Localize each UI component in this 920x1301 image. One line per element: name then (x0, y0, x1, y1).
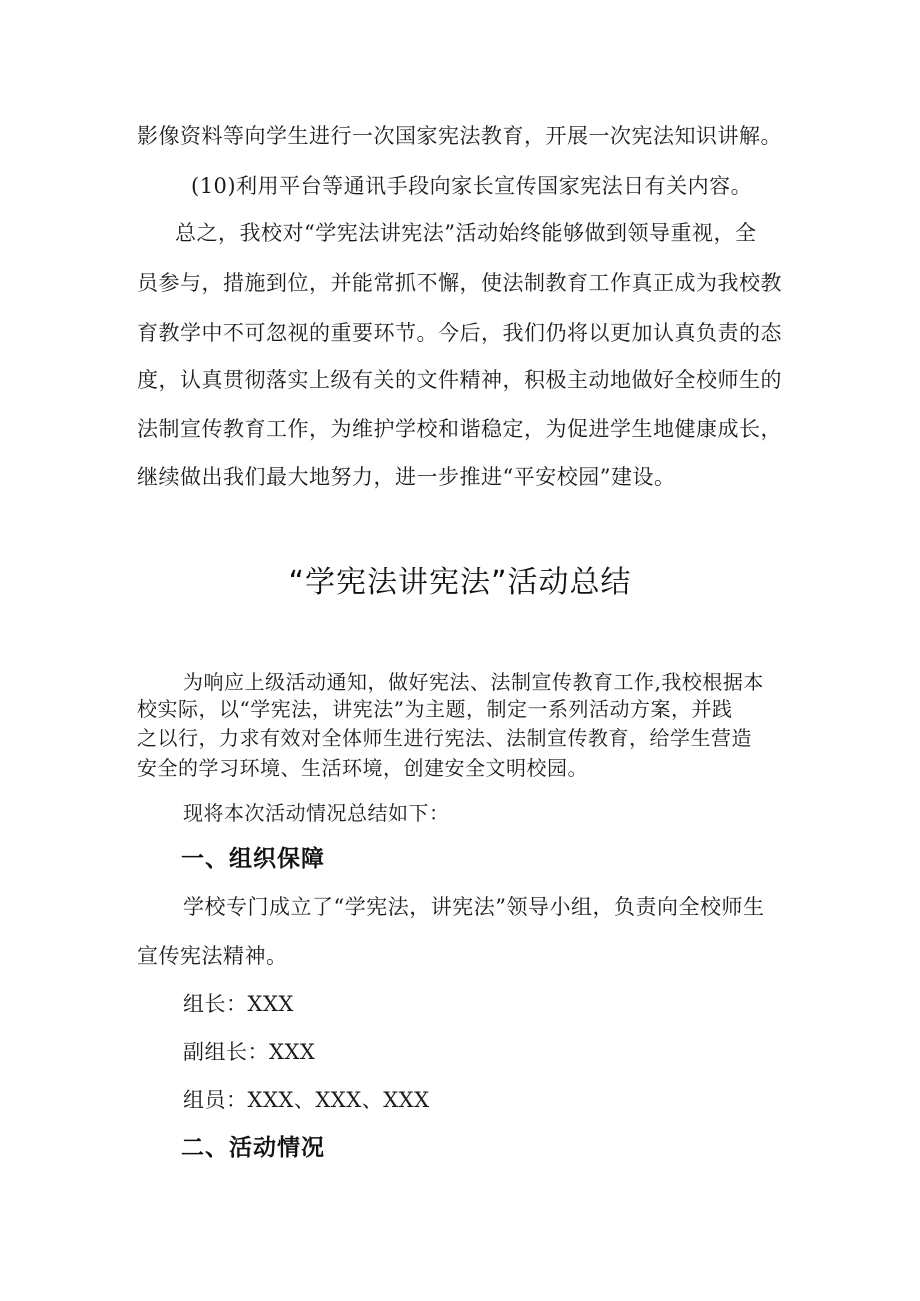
conclusion-paragraph-line: 总之，我校对“学宪法讲宪法”活动始终能够做到领导重视，全 (175, 221, 757, 245)
deputy-group-leader: 副组长：XXX (183, 1040, 316, 1064)
section-heading-organization: 一、组织保障 (181, 846, 325, 872)
section1-paragraph-line: 学校专门成立了“学宪法，讲宪法”领导小组，负责向全校师生 (183, 895, 765, 919)
intro-paragraph-line: 校实际，以“学宪法，讲宪法”为主题，制定一系列活动方案，并践 (137, 697, 733, 721)
conclusion-paragraph-line: 员参与，措施到位，并能常抓不懈，使法制教育工作真正成为我校教 (137, 271, 782, 295)
conclusion-paragraph-line: 法制宣传教育工作，为维护学校和谐稳定，为促进学生地健康成长， (137, 417, 782, 441)
conclusion-paragraph-line: 育教学中不可忽视的重要环节。今后，我们仍将以更加认真负责的态 (137, 321, 782, 345)
list-item-10: (10)利用平台等通讯手段向家长宣传国家宪法日有关内容。 (191, 174, 753, 198)
intro-paragraph-line: 安全的学习环境、生活环境，创建安全文明校园。 (137, 756, 588, 780)
section-heading-activities: 二、活动情况 (181, 1135, 325, 1161)
summary-intro: 现将本次活动情况总结如下： (183, 801, 450, 825)
group-members: 组员：XXX、XXX、XXX (183, 1088, 430, 1112)
group-leader: 组长：XXX (183, 992, 294, 1016)
intro-paragraph-line: 为响应上级活动通知，做好宪法、法制宣传教育工作,我校根据本 (183, 670, 764, 694)
section1-paragraph-line: 宣传宪法精神。 (137, 944, 288, 968)
intro-paragraph-line: 之以行，力求有效对全体师生进行宪法、法制宣传教育，给学生营造 (137, 726, 752, 750)
page-title: “学宪法讲宪法”活动总结 (288, 565, 632, 600)
body-text-line: 影像资料等向学生进行一次国家宪法教育，开展一次宪法知识讲解。 (137, 124, 782, 148)
conclusion-paragraph-line: 继续做出我们最大地努力，进一步推进“平安校园”建设。 (137, 465, 676, 489)
conclusion-paragraph-line: 度，认真贯彻落实上级有关的文件精神，积极主动地做好全校师生的 (137, 368, 782, 392)
